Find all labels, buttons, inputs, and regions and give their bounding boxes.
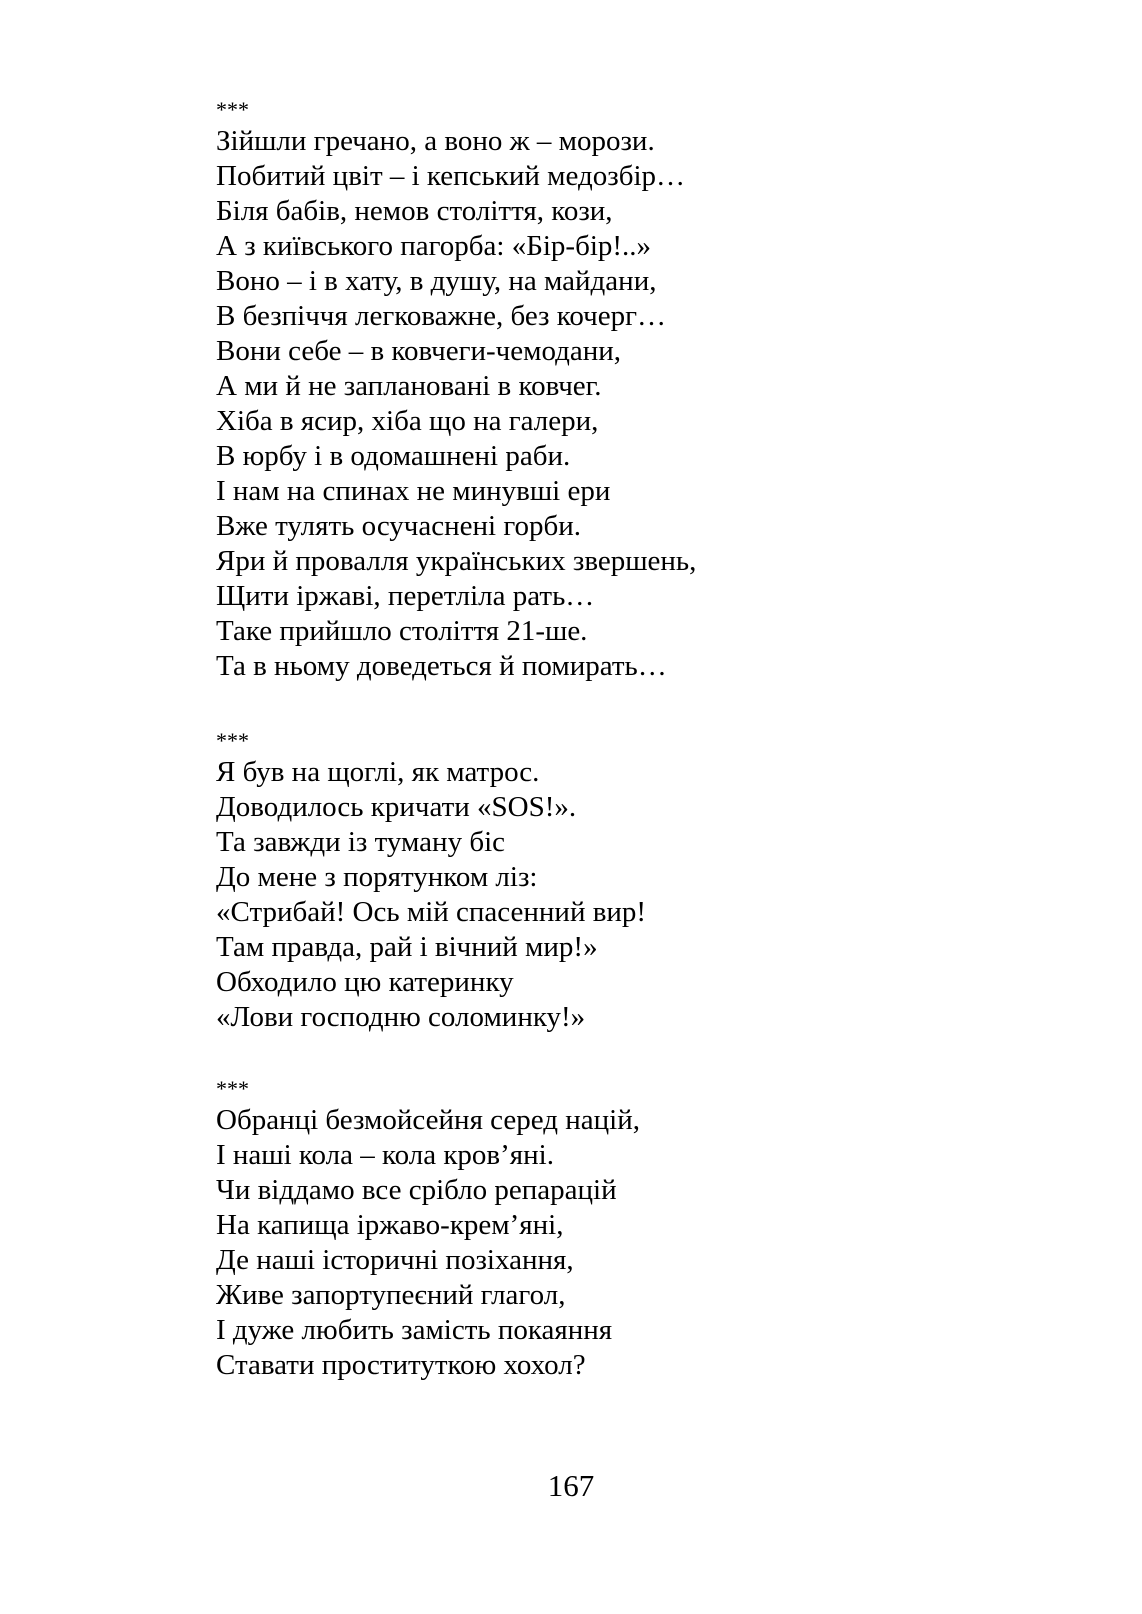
poem-line: До мене з порятунком ліз: <box>216 861 538 893</box>
poem-line: В безпіччя легковажне, без кочерг… <box>216 300 666 332</box>
poem-line: На капища іржаво-крем’яні, <box>216 1209 564 1241</box>
poem-line: Воно – і в хату, в душу, на майдани, <box>216 265 657 297</box>
poem-line: Хіба в ясир, хіба що на галери, <box>216 405 599 437</box>
poem-lines <box>216 755 1036 1035</box>
poem-1 <box>216 96 1036 684</box>
poem-line: Чи віддамо все срібло репарацій <box>216 1174 617 1206</box>
page-number: 167 <box>547 1468 595 1503</box>
poem-line: Обранці безмойсейня серед націй, <box>216 1104 640 1136</box>
poem-line: Зійшли гречано, а воно ж – морози. <box>216 125 655 157</box>
poem-line: А з київського пагорба: «Бір-бір!..» <box>216 230 652 262</box>
poem-line: Ставати проституткою хохол? <box>216 1349 586 1381</box>
poem-lines <box>216 124 1036 684</box>
poem-2 <box>216 727 1036 1035</box>
poem-line: Та завжди із туману біс <box>216 826 506 858</box>
poem-line: І нам на спинах не минувші ери <box>216 475 611 507</box>
poem-line: Та в ньому доведеться й помирать… <box>216 650 667 682</box>
poem-line: А ми й не заплановані в ковчег. <box>216 370 602 402</box>
poem-line: Щити іржаві, перетліла рать… <box>216 580 595 612</box>
poem-line: Біля бабів, немов століття, кози, <box>216 195 613 227</box>
poem-3 <box>216 1075 1036 1383</box>
stanza-separator: *** <box>216 728 249 753</box>
poem-line: І дуже любить замість покаяння <box>216 1314 613 1346</box>
poem-line: Побитий цвіт – і кепський медозбір… <box>216 160 686 192</box>
poem-line: Живе запортупеєний глагол, <box>216 1279 566 1311</box>
poem-lines <box>216 1103 1036 1383</box>
poem-line: Де наші історичні позіхання, <box>216 1244 574 1276</box>
poem-line: Обходило цю катеринку <box>216 966 514 998</box>
poem-line: Яри й провалля українських звершень, <box>216 545 697 577</box>
poem-line: Доводилось кричати «SOS!». <box>216 791 577 823</box>
poem-line: В юрбу і в одомашнені раби. <box>216 440 571 472</box>
stanza-separator: *** <box>216 97 249 122</box>
poem-line: Вони себе – в ковчеги-чемодани, <box>216 335 622 367</box>
poem-line: «Стрибай! Ось мій спасенний вир! <box>216 896 647 928</box>
poem-line: І наші кола – кола кров’яні. <box>216 1139 554 1171</box>
poem-line: Я був на щоглі, як матрос. <box>216 756 540 788</box>
stanza-separator: *** <box>216 1076 249 1101</box>
poem-line: Таке прийшло століття 21-ше. <box>216 615 588 647</box>
poem-line: «Лови господню соломинку!» <box>216 1001 586 1033</box>
poem-line: Вже тулять осучаснені горби. <box>216 510 582 542</box>
poem-line: Там правда, рай і вічний мир!» <box>216 931 598 963</box>
